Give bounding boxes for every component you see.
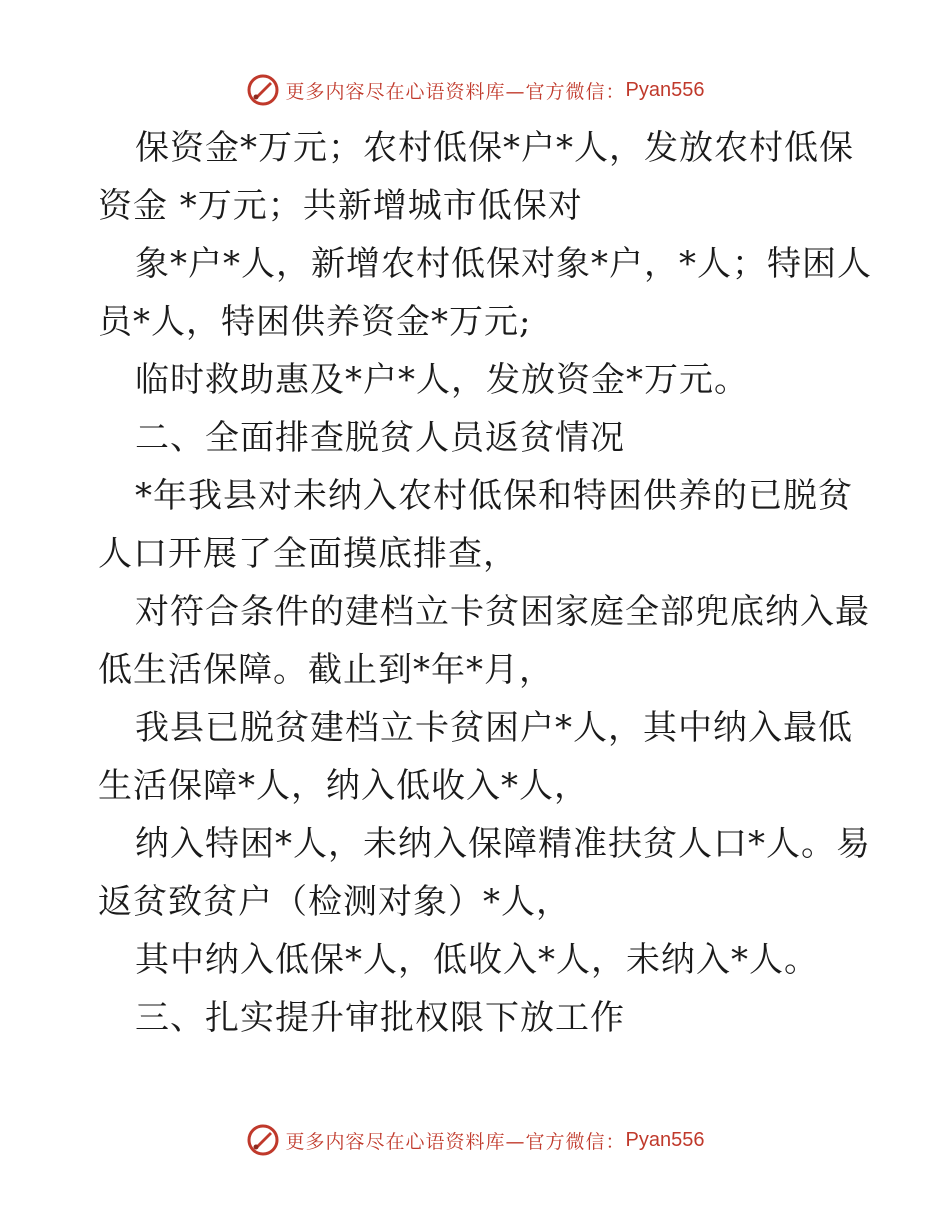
watermark-wechat-id: Pyan556 (625, 78, 705, 101)
text-line: 保资金*万元；农村低保*户*人，发放农村低保 (135, 128, 854, 168)
text-line: 临时救助惠及*户*人，发放资金*万元。 (135, 360, 749, 400)
text-line: 资金 *万元；共新增城市低保对 (98, 186, 583, 226)
watermark-text: 更多内容尽在心语资料库—官方微信： (285, 1130, 626, 1153)
text-line: 低生活保障。截止到*年*月， (98, 650, 554, 690)
watermark-text: 更多内容尽在心语资料库—官方微信： (285, 80, 626, 103)
footer-watermark (0, 1120, 950, 1160)
text-line: 返贫致贫户（检测对象）*人， (98, 882, 571, 922)
text-line: 纳入特困*人，未纳入保障精准扶贫人口*人。易 (135, 824, 871, 864)
text-line: 我县已脱贫建档立卡贫困户*人，其中纳入最低 (135, 708, 853, 748)
text-line: 生活保障*人，纳入低收入*人， (98, 766, 589, 806)
section-heading: 三、扎实提升审批权限下放工作 (135, 998, 625, 1038)
text-line: 人口开展了全面摸底排查， (98, 534, 518, 574)
brand-logo-icon (246, 1123, 280, 1157)
text-line: 员*人，特困供养资金*万元; (98, 302, 532, 342)
watermark-wechat-id: Pyan556 (625, 1128, 705, 1151)
text-line: *年我县对未纳入农村低保和特困供养的已脱贫 (135, 476, 853, 516)
section-heading: 二、全面排查脱贫人员返贫情况 (135, 418, 625, 458)
text-line: 对符合条件的建档立卡贫困家庭全部兜底纳入最 (135, 592, 870, 632)
header-watermark (0, 70, 950, 110)
brand-logo-icon (246, 73, 280, 107)
text-line: 象*户*人，新增农村低保对象*户，*人；特困人 (135, 244, 872, 284)
text-line: 其中纳入低保*人，低收入*人，未纳入*人。 (135, 940, 819, 980)
